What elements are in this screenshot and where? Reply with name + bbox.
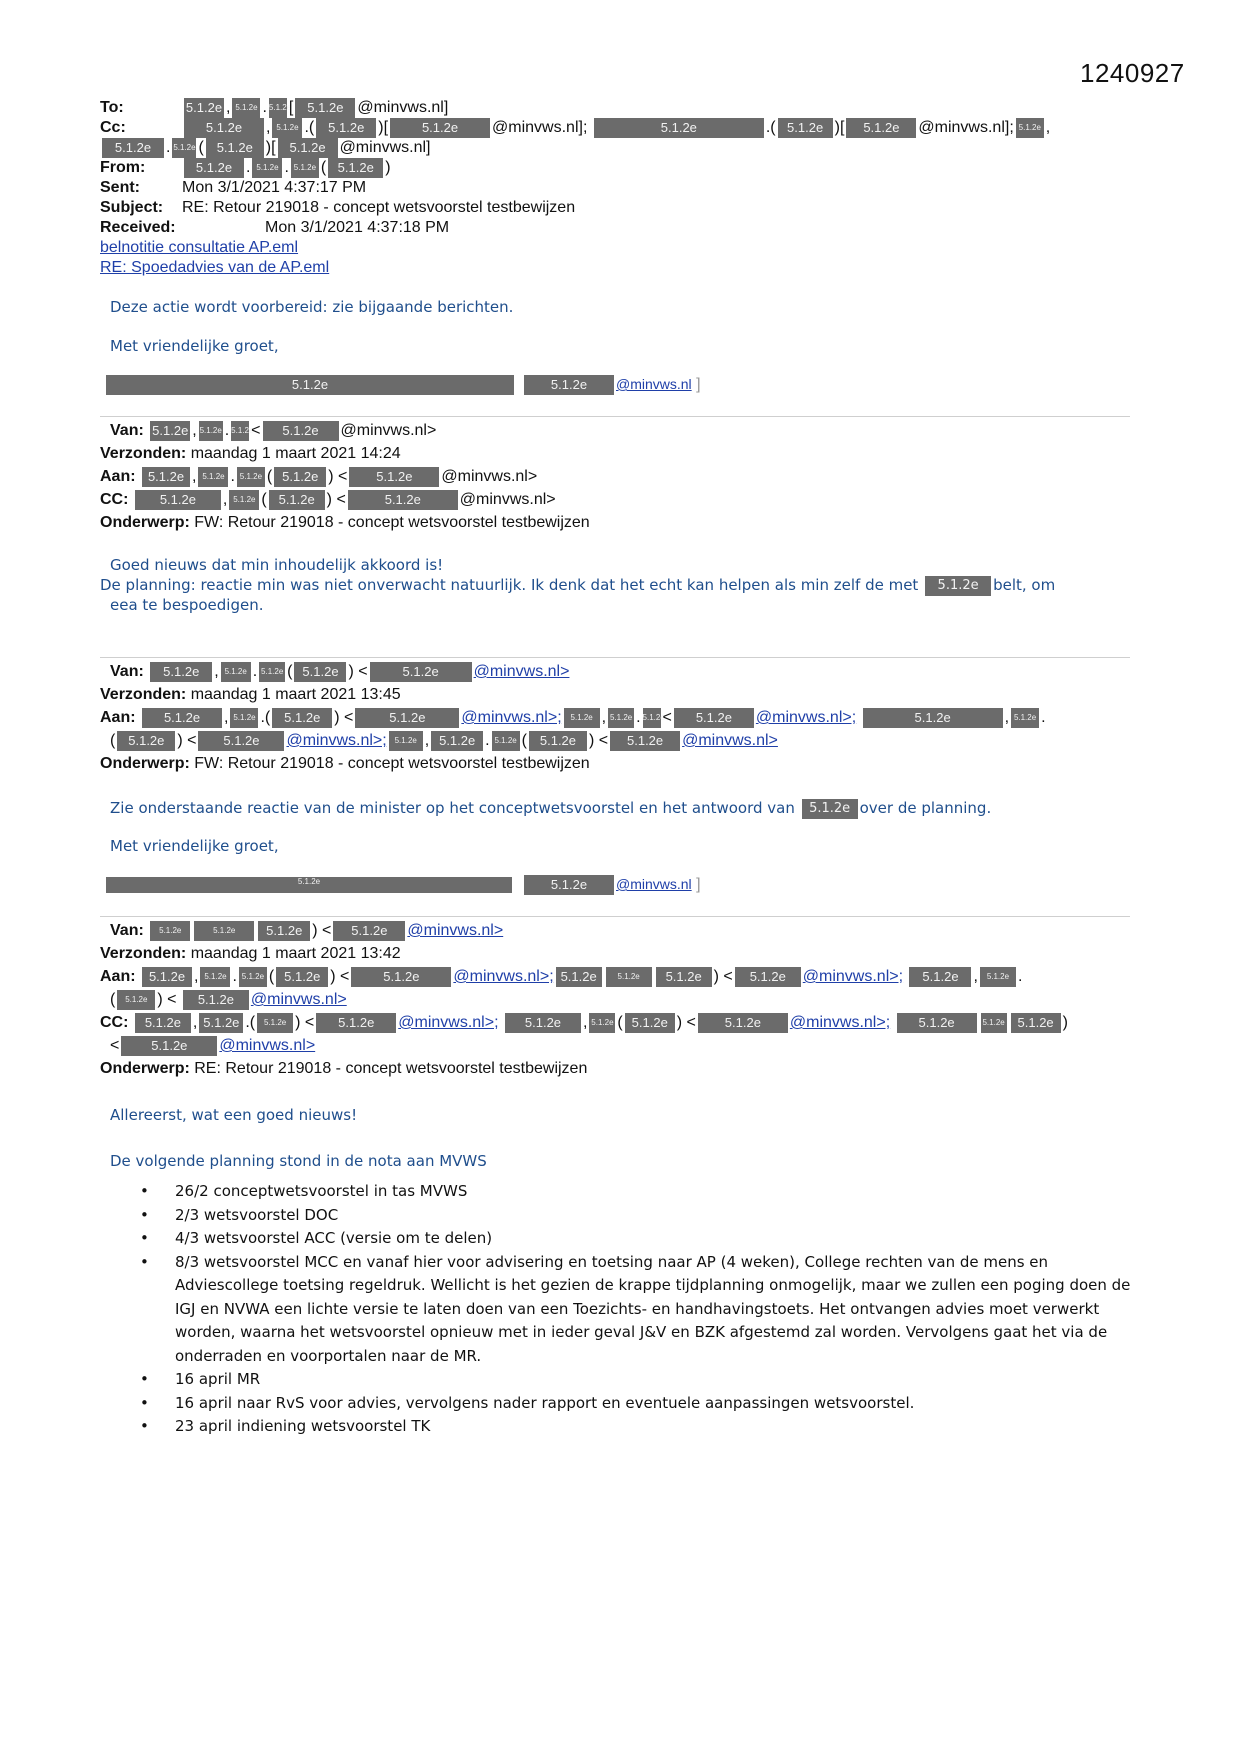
redaction: 5.1.2e [229, 490, 259, 510]
message3-van: Van: 5.1.2e , 5.1.2e . 5.1.2e ( 5.1.2e ) < 5.1.2e @minvws.nl> [110, 663, 570, 681]
message2-body-1: Goed nieuws dat min inhoudelijk akkoord is! [110, 556, 444, 574]
list-item: • 26/2 conceptwetsvoorstel in tas MVWS [140, 1180, 1140, 1204]
redaction: 5.1.2e [274, 467, 326, 487]
redaction: 5.1.2e [272, 118, 302, 138]
redaction: 5.1.2e [198, 731, 284, 751]
from-line: From: 5.1.2e . 5.1.2e . 5.1.2e ( 5.1.2e ) [100, 159, 391, 177]
redaction: 5.1.2e [102, 138, 164, 158]
redaction: 5.1.2e [316, 118, 376, 138]
redaction: 5.1.2e [231, 421, 249, 441]
redaction: 5.1.2e [316, 1013, 396, 1033]
redaction: 5.1.2e [294, 662, 346, 682]
redaction: 5.1.2e [199, 421, 223, 441]
redaction: 5.1.2e [263, 421, 339, 441]
cc-label: CC: [100, 491, 129, 509]
separator [100, 916, 1130, 917]
message2-aan: Aan: 5.1.2e , 5.1.2e . 5.1.2e ( 5.1.2e ) < 5.1.2e @minvws.nl> [100, 468, 538, 486]
subject-label: Subject: [100, 199, 164, 216]
sent-value: Mon 3/1/2021 4:37:17 PM [182, 179, 367, 196]
attachment-link[interactable]: RE: Spoedadvies van de AP.eml [100, 259, 330, 276]
message1-body: Deze actie wordt voorbereid: zie bijgaande berichten. [110, 298, 514, 316]
aan-label: Aan: [100, 709, 136, 727]
redaction: 5.1.2e [258, 921, 310, 941]
redaction: 5.1.2e [183, 990, 249, 1010]
redaction: 5.1.2e [230, 708, 258, 728]
list-item: • 4/3 wetsvoorstel ACC (versie om te delen) [140, 1227, 1140, 1251]
planning-list [140, 1180, 1140, 1439]
received-label: Received: [100, 219, 176, 236]
van-label: Van: [110, 663, 144, 681]
message3-onderwerp [100, 754, 590, 774]
subject-line [100, 198, 575, 218]
redaction: 5.1.2e [121, 1036, 217, 1056]
redaction: 5.1.2e [199, 1013, 243, 1033]
redaction: 5.1.2e [135, 1013, 191, 1033]
redaction: 5.1.2e [390, 118, 490, 138]
verzonden-value: maandag 1 maart 2021 14:24 [190, 445, 401, 462]
verzonden-label: Verzonden: [100, 445, 187, 462]
onderwerp-value: FW: Retour 219018 - concept wetsvoorstel testbewijzen [194, 755, 590, 772]
redaction: 5.1.2e [735, 967, 801, 987]
van-label: Van: [110, 922, 144, 940]
separator [100, 657, 1130, 658]
redaction: 5.1.2e [981, 1013, 1007, 1033]
email-link[interactable]: @minvws.nl>; [789, 1014, 891, 1032]
redaction: 5.1.2e [221, 662, 251, 682]
message4-van: Van: 5.1.2e 5.1.2e 5.1.2e ) < 5.1.2e @minvws.nl> [110, 922, 504, 940]
redaction: 5.1.2e [269, 490, 325, 510]
aan-label: Aan: [100, 468, 136, 486]
redaction: 5.1.2e [980, 967, 1016, 987]
aan-label: Aan: [100, 968, 136, 986]
email-link[interactable]: @minvws.nl>; [461, 709, 562, 727]
message3-body [110, 798, 991, 819]
verzonden-label: Verzonden: [100, 945, 187, 962]
redaction: 5.1.2e [198, 467, 228, 487]
document-number: 1240927 [1080, 58, 1185, 88]
email-suffix: @minvws.nl> [340, 422, 437, 440]
redaction: 5.1.2e [232, 98, 260, 118]
redaction: 5.1.2e [897, 1013, 977, 1033]
email-link[interactable]: @minvws.nl> [407, 922, 504, 940]
redaction: 5.1.2e [608, 708, 634, 728]
redaction: 5.1.2e [1011, 1013, 1061, 1033]
message2-verzonden [100, 444, 401, 464]
message3-aan: Aan: 5.1.2e , 5.1.2e .( 5.1.2e ) < 5.1.2e @minvws.nl>; 5.1.2e , 5.1.2e . 5.1.2e< 5.1.2e @minvws.nl>; 5.1.2e , 5.1.2e . [100, 709, 1046, 727]
sent-line [100, 178, 366, 198]
redaction: 5.1.2e [863, 708, 1003, 728]
redaction: 5.1.2e [925, 576, 991, 596]
redaction: 5.1.2e [150, 662, 212, 682]
onderwerp-label: Onderwerp: [100, 514, 190, 531]
redaction: 5.1.2e [389, 731, 423, 751]
cc-label: Cc: [100, 119, 126, 137]
email-suffix: @minvws.nl> [459, 491, 556, 509]
redaction: 5.1.2e [674, 708, 754, 728]
redaction: 5.1.2e [106, 375, 514, 395]
message4-cc: CC: 5.1.2e , 5.1.2e .( 5.1.2e ) < 5.1.2e @minvws.nl>; 5.1.2e , 5.1.2e ( 5.1.2e ) < 5.1.2e @minvws.nl>; 5.1.2e 5.1.2e 5.1.2e ) [100, 1014, 1068, 1032]
email-link[interactable]: @minvws.nl>; [755, 709, 857, 727]
redaction: 5.1.2e [259, 662, 285, 682]
message4-cc-2: < 5.1.2e @minvws.nl> [110, 1037, 316, 1055]
redaction: 5.1.2e [643, 708, 661, 728]
verzonden-value: maandag 1 maart 2021 13:42 [190, 945, 401, 962]
van-label: Van: [110, 422, 144, 440]
redaction: 5.1.2e [194, 921, 254, 941]
attachment-2[interactable] [100, 258, 329, 278]
verzonden-value: maandag 1 maart 2021 13:45 [190, 686, 401, 703]
redaction: 5.1.2e [184, 98, 224, 118]
redaction: 5.1.2e [556, 967, 602, 987]
message2-van: Van: 5.1.2e , 5.1.2e . 5.1.2e< 5.1.2e @minvws.nl> [110, 422, 437, 440]
email-link[interactable]: @minvws.nl> [473, 663, 570, 681]
message4-onderwerp [100, 1059, 587, 1079]
message1-signature: 5.1.2e 5.1.2e @minvws.nl ] [106, 374, 701, 395]
body-text: De planning: reactie min was niet onverwacht natuurlijk. Ik denk dat het echt kan helpen als min zelf de met [100, 576, 919, 594]
redaction: 5.1.2e [846, 118, 916, 138]
redaction: 5.1.2e [291, 158, 319, 178]
redaction: 5.1.2e [184, 158, 244, 178]
redaction: 5.1.2e [142, 967, 192, 987]
attachment-1[interactable] [100, 238, 298, 258]
email-link[interactable]: @minvws.nl>; [802, 968, 904, 986]
sent-label: Sent: [100, 179, 140, 196]
signature-email[interactable]: @minvws.nl [616, 876, 692, 892]
redaction: 5.1.2e [206, 138, 264, 158]
email-suffix: @minvws.nl> [441, 468, 538, 486]
message1-greeting: Met vriendelijke groet, [110, 337, 279, 355]
redaction: 5.1.2e [150, 921, 190, 941]
redaction: 5.1.2e [142, 467, 190, 487]
to-line: To: 5.1.2e , 5.1.2e . 5.1.2e[ 5.1.2e @minvws.nl] [100, 99, 449, 117]
list-item: • 16 april naar RvS voor advies, vervolgens nader rapport en eventuele aanpassingen wetsvoorstel. [140, 1392, 1140, 1416]
redaction: 5.1.2e [239, 967, 267, 987]
redaction: 5.1.2e [594, 118, 764, 138]
verzonden-label: Verzonden: [100, 686, 187, 703]
redaction: 5.1.2e [505, 1013, 581, 1033]
body-text: Zie onderstaande reactie van de minister op het conceptwetsvoorstel en het antwoord van [110, 799, 795, 817]
from-label: From: [100, 159, 146, 177]
subject-value: RE: Retour 219018 - concept wetsvoorstel testbewijzen [182, 199, 576, 216]
message2-cc: CC: 5.1.2e , 5.1.2e ( 5.1.2e ) < 5.1.2e @minvws.nl> [100, 491, 556, 509]
redaction: 5.1.2e [625, 1013, 675, 1033]
onderwerp-value: RE: Retour 219018 - concept wetsvoorstel testbewijzen [194, 1060, 588, 1077]
redaction: 5.1.2e [355, 708, 459, 728]
message2-body-2 [100, 575, 1055, 596]
message4-aan: Aan: 5.1.2e , 5.1.2e . 5.1.2e ( 5.1.2e ) < 5.1.2e @minvws.nl>; 5.1.2e 5.1.2e 5.1.2e ) < 5.1.2e @minvws.nl>; 5.1.2e , 5.1.2e . [100, 968, 1023, 986]
redaction: 5.1.2e [328, 158, 383, 178]
email-link[interactable]: @minvws.nl> [682, 732, 778, 750]
email-link[interactable]: @minvws.nl>; [286, 732, 387, 750]
cc-domain: @minvws.nl] [339, 139, 431, 157]
redaction: 5.1.2e [150, 421, 190, 441]
list-item: • 2/3 wetsvoorstel DOC [140, 1204, 1140, 1228]
onderwerp-value: FW: Retour 219018 - concept wetsvoorstel testbewijzen [194, 514, 590, 531]
redaction: 5.1.2e [276, 967, 328, 987]
redaction: 5.1.2e [200, 967, 230, 987]
redaction: 5.1.2e [524, 875, 614, 895]
message4-aan-2: ( 5.1.2e ) < 5.1.2e @minvws.nl> [110, 991, 347, 1009]
redaction: 5.1.2e [1011, 708, 1039, 728]
redaction: 5.1.2e [257, 1013, 293, 1033]
redaction: 5.1.2e [606, 967, 652, 987]
list-item: • 8/3 wetsvoorstel MCC en vanaf hier voor advisering en toetsing naar AP (4 weken), College rechten van de mens en Adviescollege toetsing regeldruk. Wellicht is het gezien de krappe tijdplanning onmogelijk, maar we zullen een poging doen de IGJ en NVWA een lichte versie te laten doen van een Toezichts- en handhavingstoets. Het ontvangen advies moet verwerkt worden, waarna het wetsvoorstel opnieuw met in ieder geval J&V en BZK afgestemd zal worden. Vervolgens gaat het via de onderraden en voorportalen naar de MR. [140, 1251, 1140, 1369]
redaction: 5.1.2e [698, 1013, 788, 1033]
redaction: 5.1.2e [351, 967, 451, 987]
email-link[interactable]: @minvws.nl> [219, 1037, 316, 1055]
redaction: 5.1.2e [610, 731, 680, 751]
redaction: 5.1.2e [184, 118, 264, 138]
cc-domain: @minvws.nl]; [492, 119, 588, 137]
message4-verzonden [100, 944, 401, 964]
message4-body-1: Allereerst, wat een goed nieuws! [110, 1106, 358, 1124]
redaction: 5.1.2e [252, 158, 282, 178]
redaction: 5.1.2e [237, 467, 265, 487]
message2-onderwerp [100, 513, 590, 533]
message3-signature: 5.1.2e 5.1.2e @minvws.nl ] [106, 874, 701, 895]
message3-aan-2: ( 5.1.2e ) < 5.1.2e @minvws.nl>; 5.1.2e , 5.1.2e . 5.1.2e ( 5.1.2e ) < 5.1.2e @minvws.nl> [110, 732, 778, 750]
cc-label: CC: [100, 1014, 129, 1032]
cc-line-2: 5.1.2e . 5.1.2e ( 5.1.2e )[ 5.1.2e @minvws.nl] [100, 138, 430, 158]
redaction: 5.1.2e [278, 138, 338, 158]
separator [100, 416, 1130, 417]
attachment-link[interactable]: belnotitie consultatie AP.eml [100, 239, 299, 256]
redaction: 5.1.2e [142, 708, 222, 728]
email-link[interactable]: @minvws.nl>; [453, 968, 554, 986]
redaction: 5.1.2e [269, 98, 287, 118]
received-value: Mon 3/1/2021 4:37:18 PM [265, 219, 450, 236]
redaction: 5.1.2e [370, 662, 472, 682]
message3-verzonden [100, 685, 401, 705]
redaction: 5.1.2e [1016, 118, 1044, 138]
redaction: 5.1.2e [492, 731, 520, 751]
body-text: over de planning. [859, 799, 992, 817]
cc-line: Cc: 5.1.2e , 5.1.2e .( 5.1.2e )[ 5.1.2e @minvws.nl]; 5.1.2e .( 5.1.2e )[ 5.1.2e @minvws.nl]; 5.1.2e , [100, 119, 1051, 137]
redaction: 5.1.2e [802, 799, 858, 819]
body-text: belt, om [993, 576, 1056, 594]
email-link[interactable]: @minvws.nl> [250, 991, 347, 1009]
redaction: 5.1.2e [172, 138, 196, 158]
email-link[interactable]: @minvws.nl>; [398, 1014, 499, 1032]
redaction: 5.1.2e [909, 967, 971, 987]
redaction: 5.1.2e [778, 118, 833, 138]
list-item: • 16 april MR [140, 1368, 1140, 1392]
redaction: 5.1.2e [589, 1013, 615, 1033]
redaction: 5.1.2e [564, 708, 600, 728]
onderwerp-label: Onderwerp: [100, 1060, 190, 1077]
redaction: 5.1.2e [333, 921, 405, 941]
redaction: 5.1.2e [295, 98, 355, 118]
message3-greeting: Met vriendelijke groet, [110, 837, 279, 855]
redaction: 5.1.2e [135, 490, 221, 510]
redaction: 5.1.2e [349, 467, 439, 487]
redaction: 5.1.2e [656, 967, 712, 987]
redaction: 5.1.2e [117, 990, 155, 1010]
received-line [100, 218, 449, 238]
redaction: 5.1.2e [524, 375, 614, 395]
to-label: To: [100, 99, 124, 117]
redaction: 5.1.2e [529, 731, 587, 751]
redaction: 5.1.2e [272, 708, 332, 728]
message2-body-3: eea te bespoedigen. [110, 596, 264, 614]
redaction: 5.1.2e [117, 731, 175, 751]
to-domain: @minvws.nl] [357, 99, 449, 117]
onderwerp-label: Onderwerp: [100, 755, 190, 772]
redaction: 5.1.2e [348, 490, 458, 510]
redaction: 5.1.2e [431, 731, 483, 751]
signature-email[interactable]: @minvws.nl [616, 376, 692, 392]
redaction: 5.1.2e [106, 877, 512, 893]
message4-body-2: De volgende planning stond in de nota aan MVWS [110, 1152, 487, 1170]
cc-domain: @minvws.nl]; [918, 119, 1014, 137]
list-item: • 23 april indiening wetsvoorstel TK [140, 1415, 1140, 1439]
